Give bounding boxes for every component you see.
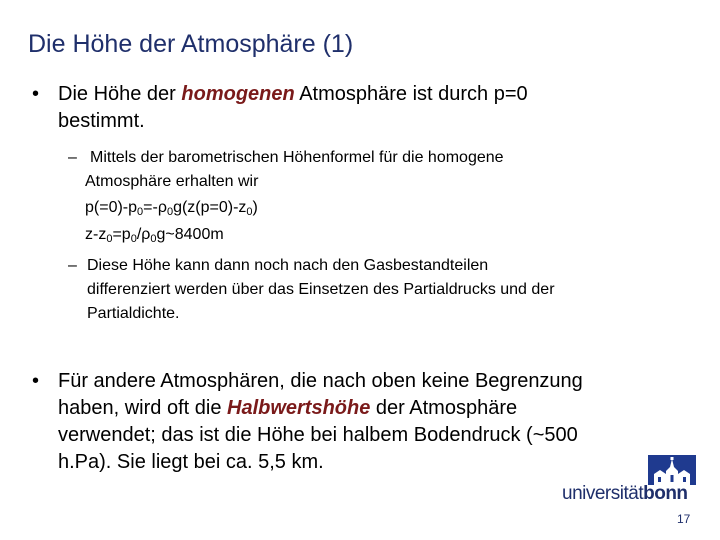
sub-bullet-marker: –	[68, 257, 77, 274]
formula-pressure	[85, 195, 258, 221]
slide-title: Die Höhe der Atmosphäre (1)	[28, 30, 354, 58]
bullet-text-part: Für andere Atmosphären, die nach oben keine Begrenzung	[58, 370, 583, 392]
bullet-text	[58, 81, 658, 135]
sub-bullet-line: differenziert werden über das Einsetzen des Partialdrucks und der	[87, 281, 555, 298]
logo-text-regular: universität	[562, 483, 644, 504]
bullet-text-part: Die Höhe der	[58, 83, 182, 105]
bullet-marker: •	[32, 83, 40, 105]
bullet-text-part: Atmosphäre ist durch p=0	[294, 83, 528, 105]
sub-bullet-marker: –	[68, 149, 77, 166]
formula-height	[85, 222, 224, 248]
sub-bullet-line: Mittels der barometrischen Höhenformel für die homogene	[90, 149, 504, 166]
formula-part: g~8400m	[156, 226, 224, 243]
formula-subscript: 0	[137, 206, 144, 218]
highlight-homogenen: homogenen	[181, 83, 295, 105]
formula-part: z-z	[85, 226, 107, 243]
bullet-text-part: h.Pa). Sie liegt bei ca. 5,5 km.	[58, 451, 324, 473]
university-bonn-logo	[560, 455, 700, 505]
bullet-text-part: verwendet; das ist die Höhe bei halbem Bodendruck (~500	[58, 424, 578, 446]
formula-part: =p	[112, 226, 131, 243]
formula-subscript: 0	[166, 206, 174, 218]
bullet-text-part: der Atmosphäre	[370, 397, 518, 419]
sub-bullet-line: Partialdichte.	[87, 305, 180, 322]
formula-part: )	[252, 199, 258, 216]
formula-part: =-ρ	[143, 199, 167, 216]
formula-subscript: 0	[246, 206, 253, 218]
highlight-halbwertshoehe: Halbwertshöhe	[227, 397, 371, 419]
formula-part: g(z(p=0)-z	[173, 199, 247, 216]
logo-wordmark	[562, 483, 688, 505]
formula-subscript: 0	[130, 233, 137, 245]
sub-bullet-line: Atmosphäre erhalten wir	[85, 173, 259, 190]
bullet-marker: •	[32, 370, 40, 392]
formula-subscript: 0	[106, 233, 113, 245]
bullet-text-part: bestimmt.	[58, 110, 145, 132]
sub-bullet-line: Diese Höhe kann dann noch nach den Gasbestandteilen	[87, 257, 489, 274]
formula-subscript: 0	[150, 233, 157, 245]
logo-text-bold: bonn	[643, 483, 688, 504]
building-icon	[648, 455, 696, 485]
bullet-text-part: haben, wird oft die	[58, 397, 227, 419]
formula-part: /ρ	[136, 226, 151, 243]
formula-part: p(=0)-p	[85, 199, 138, 216]
page-number: 17	[677, 512, 691, 526]
